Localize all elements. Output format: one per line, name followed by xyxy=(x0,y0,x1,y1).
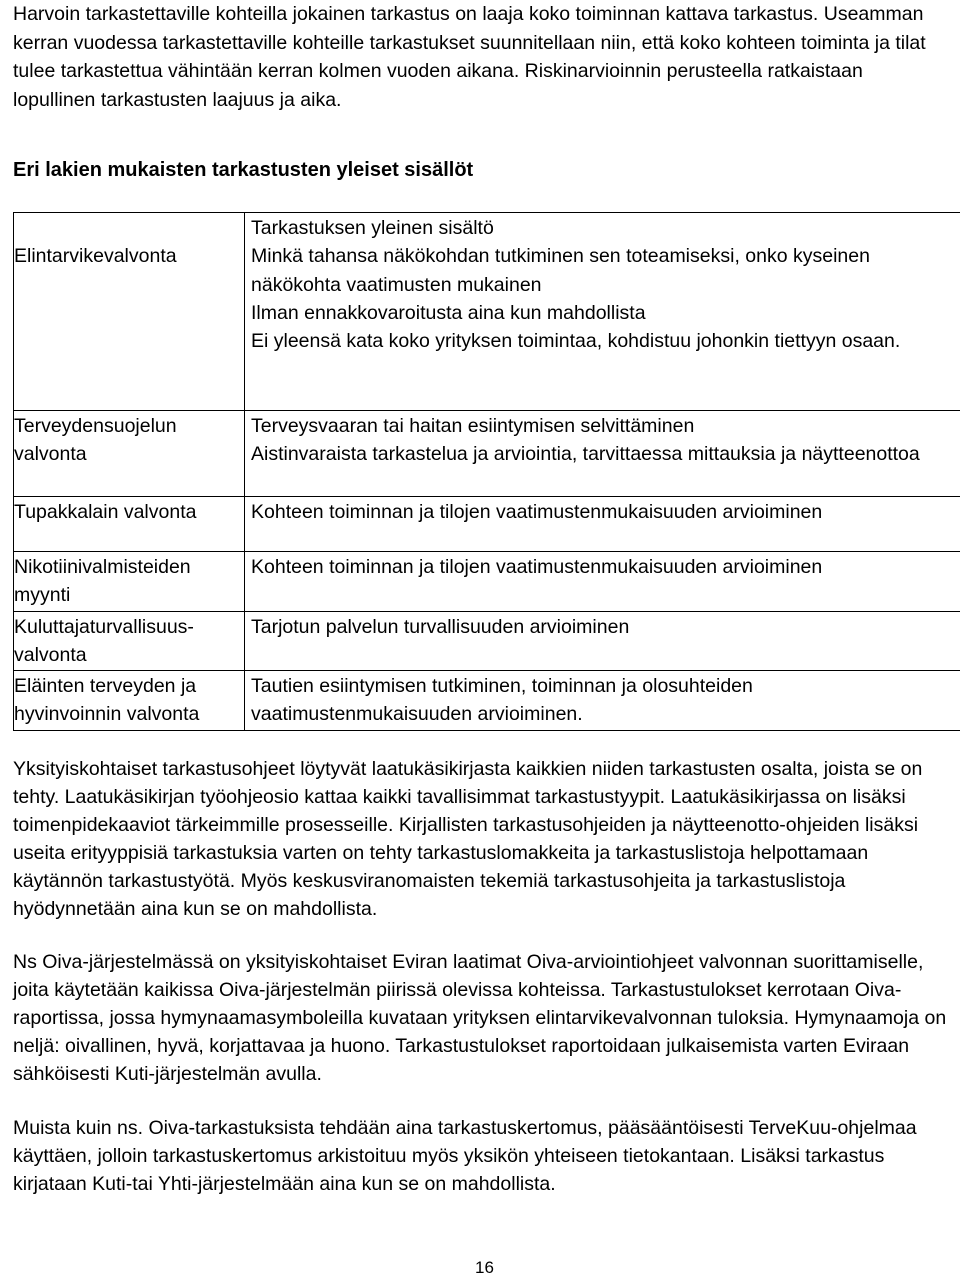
body-paragraph: Yksityiskohtaiset tarkastusohjeet löytyvät laatukäsikirjasta kaikkien niiden tarkastusten osalta, joista se on tehty. Laatukäsikirjan työohjeosio kattaa kaikki tavallisimmat tarkastustyypit. Laatukäsikirjassa on lisäksi toimenpidekaaviot tärkeimmille prosesseille. Kirjallisten tarkastusohjeiden ja näytteenotto-ohjeiden lisäksi useita erityyppisiä tarkastuksia varten on tehty tarkastuslomakkeita ja tarkastuslistoja helpottamaan käytännön tarkastustyötä. Myös keskusviranomaisten tekemiä tarkastusohjeita ja tarkastuslistoja hyödynnetään aina kun se on mahdollista. xyxy=(13,758,923,920)
table-row xyxy=(14,411,960,497)
content-cell xyxy=(245,611,960,671)
table-row xyxy=(14,671,960,731)
content-line: Kohteen toiminnan ja tilojen vaatimustenmukaisuuden arvioiminen xyxy=(251,501,823,523)
area-cell xyxy=(14,411,245,497)
content-cell xyxy=(245,411,960,497)
content-line: Tarjotun palvelun turvallisuuden arvioiminen xyxy=(251,615,630,638)
content-cell xyxy=(245,213,960,411)
table-row xyxy=(14,213,960,411)
area-label: Elintarvikevalvonta xyxy=(14,245,177,267)
table-header-label: Tarkastuksen yleinen sisältö xyxy=(251,217,494,239)
area-label: Tupakkalain valvonta xyxy=(14,501,197,523)
area-label: Terveydensuojelun valvonta xyxy=(14,415,177,466)
intro-paragraph: Harvoin tarkastettaville kohteilla jokainen tarkastus on laaja koko toiminnan kattava tarkastus. Useamman kerran vuodessa tarkastettaville kohteille tarkastukset suunnitellaan niin, että koko kohteen toiminta ja tilat tulee tarkastettua vähintään kerran kolmen vuoden aikana. Riskinarvioinnin perusteella ratkaistaan lopullinen tarkastusten laajuus ja aika. xyxy=(13,3,926,111)
content-line: Tautien esiintymisen tutkiminen, toiminnan ja olosuhteiden vaatimustenmukaisuuden arvioiminen. xyxy=(251,675,753,726)
content-cell xyxy=(245,552,960,612)
content-line: Ilman ennakkovaroitusta aina kun mahdollista xyxy=(251,301,646,324)
content-cell xyxy=(245,671,960,731)
table-row xyxy=(14,497,960,552)
table-row xyxy=(14,552,960,612)
area-cell xyxy=(14,671,245,731)
area-cell xyxy=(14,497,245,552)
area-label: Kuluttajaturvallisuus-valvonta xyxy=(14,615,194,666)
content-line: Terveysvaaran tai haitan esiintymisen selvittäminen xyxy=(251,415,695,437)
table-row xyxy=(14,611,960,671)
section-heading: Eri lakien mukaisten tarkastusten yleiset sisällöt xyxy=(13,159,474,181)
content-line: Aistinvaraista tarkastelua ja arviointia, tarvittaessa mittauksia ja näytteenottoa xyxy=(251,443,920,466)
area-label: Nikotiinivalmisteiden myynti xyxy=(14,556,191,607)
content-cell xyxy=(245,497,960,552)
content-line: Minkä tahansa näkökohdan tutkiminen sen toteamiseksi, onko kyseinen näkökohta vaatimusten mukainen xyxy=(251,245,870,296)
inspection-table xyxy=(13,212,960,731)
area-cell xyxy=(14,611,245,671)
content-line: Ei yleensä kata koko yrityksen toimintaa, kohdistuu johonkin tiettyyn osaan. xyxy=(251,330,901,353)
page-number: 16 xyxy=(475,1258,494,1277)
body-paragraph: Muista kuin ns. Oiva-tarkastuksista tehdään aina tarkastuskertomus, pääsääntöisesti TerveKuu-ohjelmaa käyttäen, jolloin tarkastuskertomus arkistoituu myös yksikön yhteiseen tietokantaan. Lisäksi tarkastus kirjataan Kuti-tai Yhti-järjestelmään aina kun se on mahdollista. xyxy=(13,1117,917,1195)
area-label: Eläinten terveyden ja hyvinvoinnin valvonta xyxy=(14,675,200,726)
area-cell xyxy=(14,213,245,411)
body-paragraph: Ns Oiva-järjestelmässä on yksityiskohtaiset Eviran laatimat Oiva-arviointiohjeet valvonnan suorittamiselle, joita käytetään kaikissa Oiva-järjestelmän piirissä olevissa kohteissa. Tarkastustulokset kerrotaan Oiva-raportissa, jossa hymynaamasymboleilla kuvataan yrityksen elintarvikevalvonnan tuloksia. Hymynaamoja on neljä: oivallinen, hyvä, korjattavaa ja huono. Tarkastustulokset raportoidaan julkaisemista varten Eviraan sähköisesti Kuti-järjestelmän avulla. xyxy=(13,951,947,1085)
content-line: Kohteen toiminnan ja tilojen vaatimustenmukaisuuden arvioiminen xyxy=(251,556,823,578)
area-cell xyxy=(14,552,245,612)
